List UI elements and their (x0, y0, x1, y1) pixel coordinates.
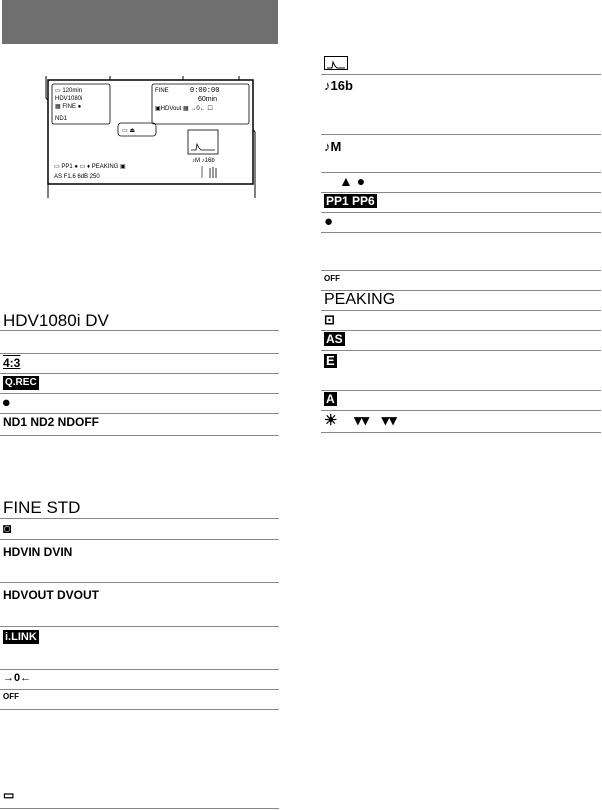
lcd-time: 0:00:00 (190, 87, 220, 95)
scene-mode-icons: ▲ ● (339, 173, 366, 189)
table-row (321, 410, 601, 433)
table-row (321, 232, 601, 271)
symbol-picture-profile: PP1 PP6 (326, 194, 375, 208)
table-row (321, 172, 601, 193)
symbol-zero-set: →0← (3, 672, 32, 684)
left-table-1 (0, 287, 279, 429)
table-row (321, 74, 601, 135)
lcd-nd: ND1 (55, 116, 68, 122)
face-detect-icon: ● (324, 213, 334, 230)
lcd-remaining: 60min (198, 96, 218, 103)
symbol-audio-16b: ♪16b (324, 78, 353, 93)
table-row (321, 54, 601, 75)
symbol-qrec: Q.REC (5, 377, 37, 388)
table-row (321, 350, 601, 391)
lcd-screen-diagram (30, 70, 270, 200)
histogram-icon (324, 56, 348, 75)
symbol-aspect: 4:3 (3, 356, 21, 370)
symbol-steadyshot-off: OFF (324, 274, 340, 283)
record-icon: ⏺ (3, 395, 10, 410)
svg-text:AS F1.6 6dB 250: AS F1.6 6dB 250 (54, 174, 100, 180)
table-row (0, 518, 279, 540)
svg-text:▭ PP1 ● ▭ ♦ PEAKING ▣: ▭ PP1 ● ▭ ♦ PEAKING ▣ (54, 164, 126, 170)
symbol-fine-std: FINE STD (3, 498, 81, 517)
symbol-hdvout-dvout: HDVOUT DVOUT (3, 588, 99, 602)
white-balance-icons: ☀ ▾▾ ▾▾ (324, 412, 397, 429)
svg-text:▭ ⏏: ▭ ⏏ (122, 128, 136, 134)
memory-icon: ▭ (3, 788, 15, 802)
table-row (0, 626, 279, 670)
left-table-2 (0, 475, 279, 715)
table-row (321, 290, 601, 311)
table-row (321, 270, 601, 291)
left-table-3 (0, 765, 279, 809)
svg-text:FINE: FINE (155, 88, 169, 94)
table-row (0, 669, 279, 690)
table-row (0, 539, 279, 583)
right-table (321, 33, 601, 453)
expanded-focus-icon: ⊡ (324, 312, 335, 327)
table-row (0, 786, 279, 809)
symbol-auto-iris: A (326, 392, 335, 406)
symbol-ilink: i.LINK (5, 631, 37, 643)
table-row (0, 393, 279, 414)
table-row (0, 413, 279, 436)
scene-icon: ◙ (3, 520, 12, 536)
lcd-format: HDV1080i (55, 96, 83, 102)
symbol-light-off: OFF (3, 692, 19, 701)
svg-text:♪M ♪16b: ♪M ♪16b (192, 158, 215, 164)
symbol-auto-shutter: AS (326, 332, 343, 346)
lcd-battery: ▭ 120min (55, 88, 83, 94)
table-row (0, 582, 279, 627)
table-row (0, 496, 279, 519)
symbol-peaking: PEAKING (324, 291, 396, 308)
symbol-audio-manual: ♪M (324, 139, 342, 154)
svg-text:▣HDVout ▦ →0← ☐: ▣HDVout ▦ →0← ☐ (155, 106, 213, 112)
table-row (321, 330, 601, 351)
table-row (0, 330, 279, 354)
table-row (321, 390, 601, 411)
symbol-exposure: E (326, 353, 335, 368)
table-row (321, 192, 601, 213)
table-row (321, 134, 601, 173)
symbol-hdvin-dvin: HDVIN DVIN (3, 545, 73, 559)
svg-text:▦ FINE ●: ▦ FINE ● (55, 104, 82, 110)
table-row (0, 308, 279, 331)
symbol-nd: ND1 ND2 NDOFF (3, 415, 100, 429)
table-row (321, 212, 601, 233)
table-row (0, 689, 279, 710)
table-row (0, 373, 279, 394)
section-header-box (2, 0, 278, 44)
table-row (321, 310, 601, 331)
symbol-hdv-dv: HDV1080i DV (3, 311, 109, 330)
table-row (0, 353, 279, 374)
